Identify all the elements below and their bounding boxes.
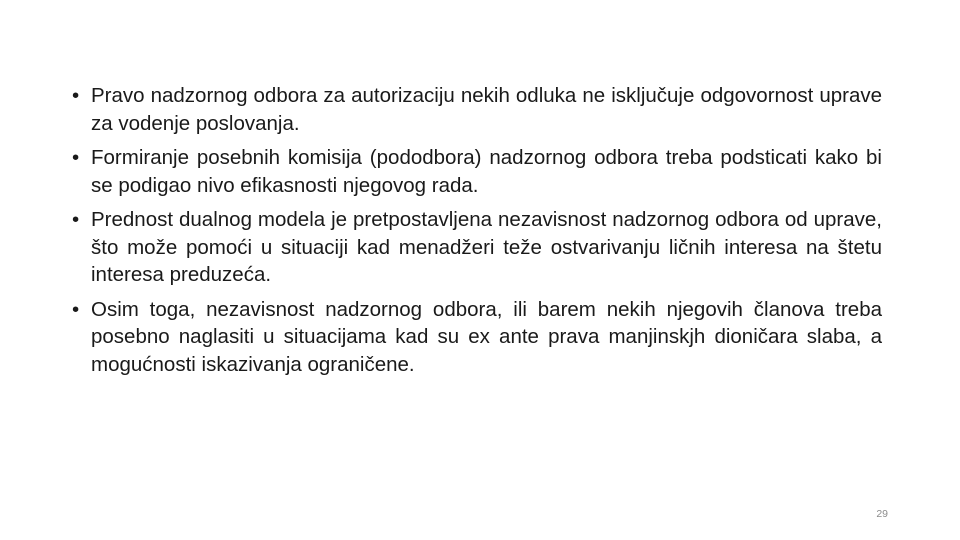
bullet-list (72, 82, 882, 385)
bullet-dot-icon: • (72, 297, 80, 321)
bullet-text: Pravo nadzornog odbora za autorizaciju nekih odluka ne isključuje odgovornost uprave za vodenje poslovanja. (91, 84, 882, 135)
page-number: 29 (876, 508, 888, 520)
bullet-item-1 (72, 82, 882, 137)
bullet-item-3 (72, 206, 882, 289)
bullet-text: Osim toga, nezavisnost nadzornog odbora, ili barem nekih njegovih članova treba posebno naglasiti u situacijama kad su ex ante prava manjinskjh dioničara slaba, a mogućnosti iskazivanja ograničene. (91, 297, 882, 376)
bullet-dot-icon: • (72, 84, 80, 107)
bullet-item-2 (72, 144, 882, 199)
bullet-dot-icon: • (72, 208, 80, 231)
bullet-dot-icon: • (72, 146, 80, 169)
bullet-text: Prednost dualnog modela je pretpostavljena nezavisnost nadzornog odbora od uprave, što može pomoći u situaciji kad menadžeri teže ostvarivanju ličnih interesa na štetu interesa preduzeća. (91, 208, 882, 286)
bullet-text: Formiranje posebnih komisija (pododbora) nadzornog odbora treba podsticati kako bi se podigao nivo efikasnosti njegovog rada. (91, 146, 882, 197)
bullet-item-4 (72, 296, 882, 379)
